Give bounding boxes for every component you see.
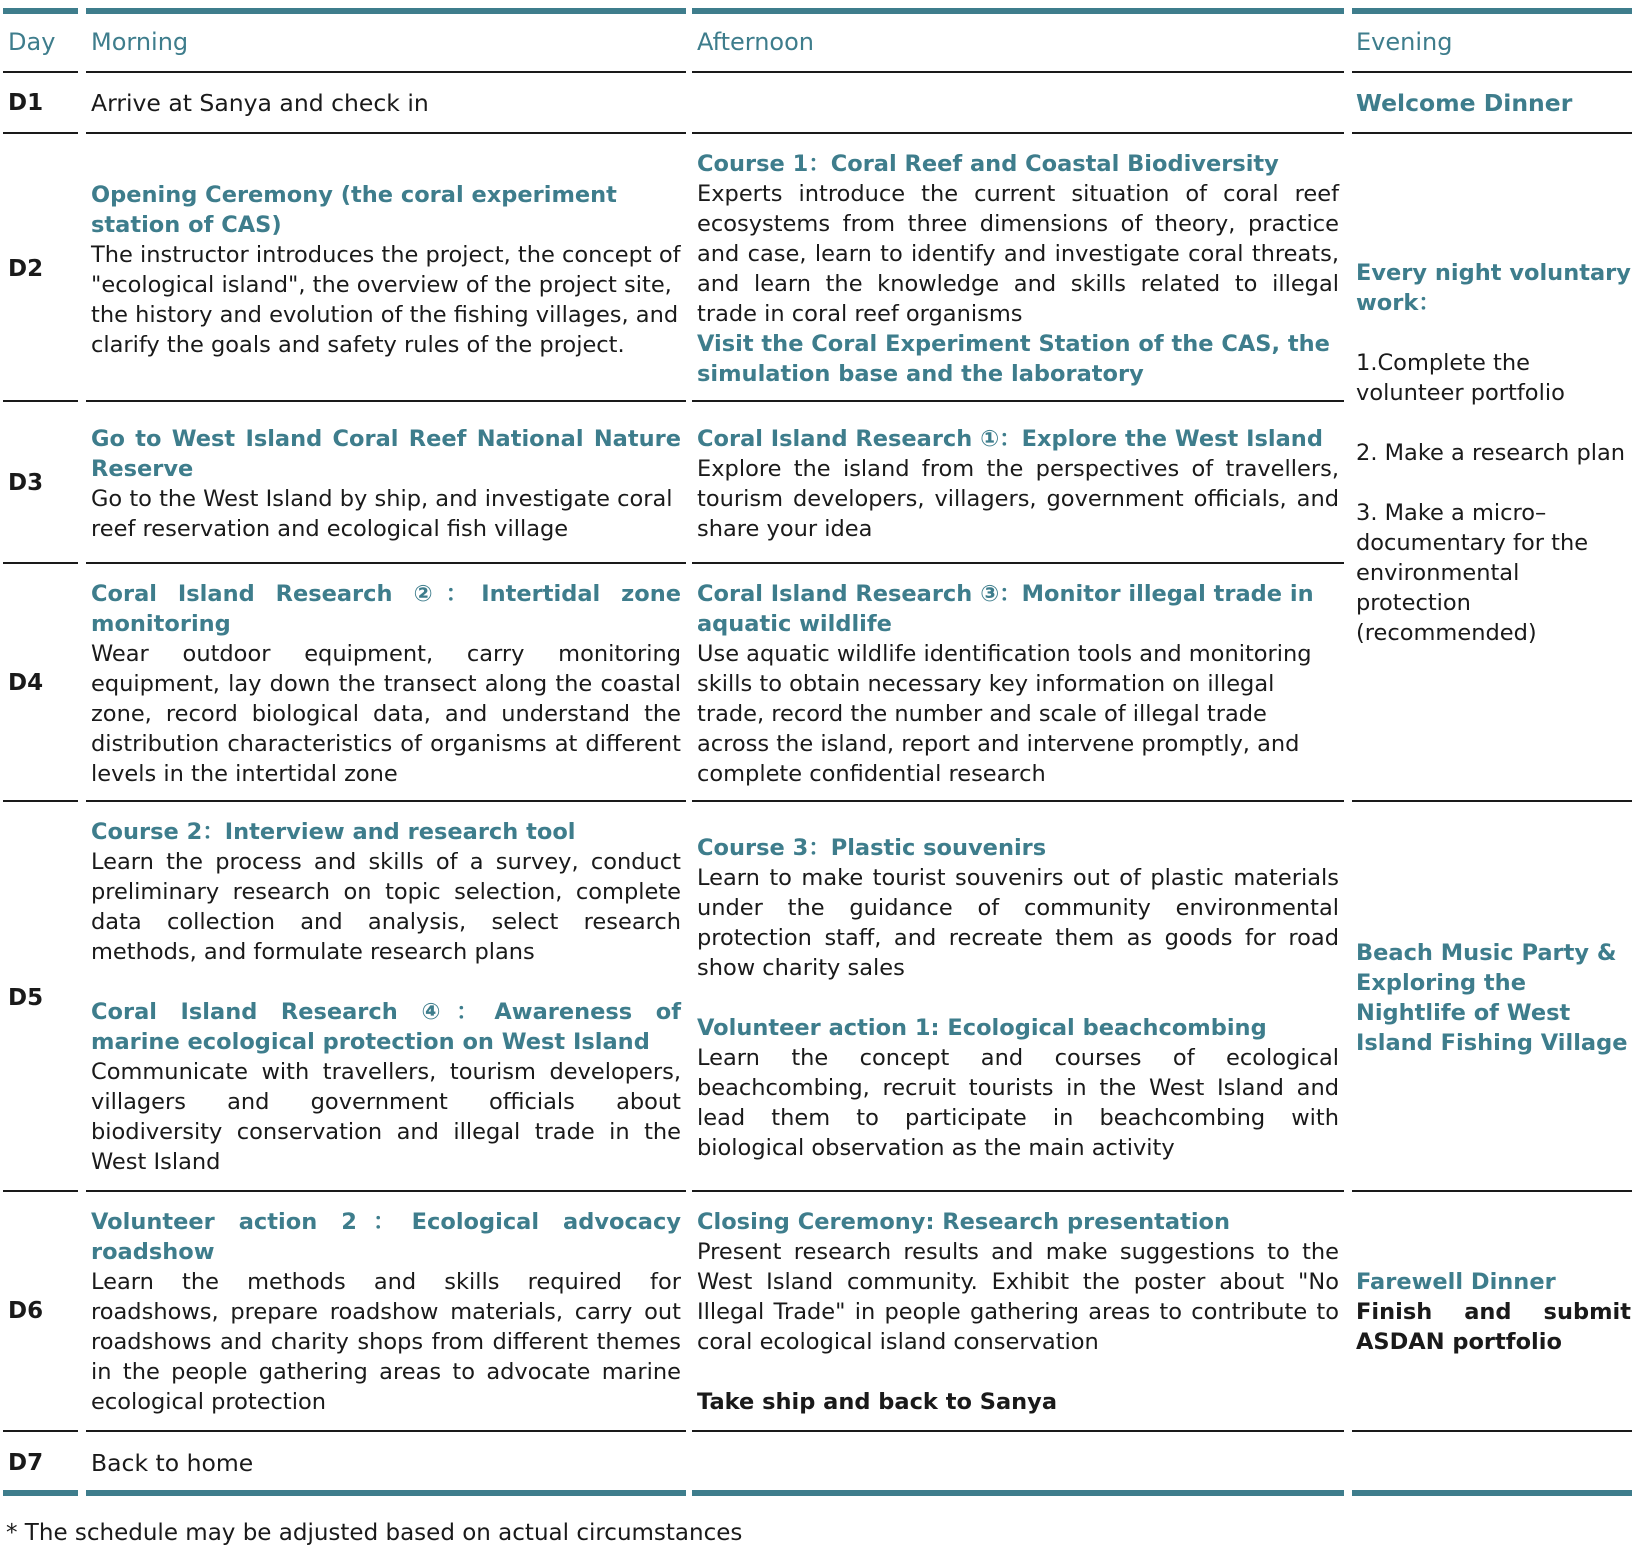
session-title: Volunteer action 2：Ecological advocacy roadshow	[91, 1209, 681, 1265]
d5-afternoon	[697, 833, 1339, 1163]
d6-afternoon	[697, 1207, 1339, 1417]
d2-morning	[91, 180, 681, 360]
row-divider	[692, 562, 1344, 564]
row-divider	[3, 132, 78, 134]
task-item: 2. Make a research plan	[1356, 440, 1626, 466]
row-divider	[692, 800, 1344, 802]
row-divider	[692, 1430, 1344, 1432]
d2-afternoon	[697, 149, 1339, 389]
row-divider	[692, 400, 1344, 402]
session-title: Visit the Coral Experiment Station of the CAS, the simulation base and the laboratory	[697, 331, 1330, 387]
header-morning: Morning	[91, 28, 189, 56]
session-title: Course 3：Plastic souvenirs	[697, 835, 1047, 861]
task-item: 3. Make a micro–documentary for the environmental protection (recommended)	[1356, 500, 1589, 646]
session-title: Coral Island Research ①：Explore the West Island	[697, 426, 1323, 452]
row-divider	[1352, 1430, 1632, 1432]
d4-afternoon	[697, 579, 1339, 789]
session-description: Explore the island from the perspectives of travellers, tourism developers, villagers, government officials, and share your idea	[697, 456, 1339, 542]
session-description: Learn the methods and skills required for roadshows, prepare roadshow materials, carry out roadshows and charity shops from different themes in the people gathering areas to advocate marine ecological protection	[91, 1269, 681, 1415]
bottom-rule	[3, 1490, 78, 1496]
session-title: Coral Island Research ②：Intertidal zone monitoring	[91, 581, 681, 637]
d4-morning	[91, 579, 681, 789]
day-label: D1	[8, 90, 44, 116]
row-divider	[3, 562, 78, 564]
bottom-rule	[692, 1490, 1344, 1496]
bottom-rule	[1352, 1490, 1632, 1496]
row-divider	[86, 71, 686, 73]
day-label: D6	[8, 1298, 44, 1324]
footnote: * The schedule may be adjusted based on actual circumstances	[6, 1520, 743, 1546]
session-title: Volunteer action 1: Ecological beachcombing	[697, 1015, 1267, 1041]
row-divider	[3, 71, 78, 73]
session-title: Opening Ceremony (the coral experiment station of CAS)	[91, 182, 617, 238]
day-label: D7	[8, 1450, 44, 1476]
row-divider	[692, 132, 1344, 134]
bottom-rule	[86, 1490, 686, 1496]
session-title: Take ship and back to Sanya	[697, 1389, 1058, 1415]
row-divider	[3, 1190, 78, 1192]
d5-morning	[91, 817, 681, 1177]
row-divider	[3, 800, 78, 802]
row-divider	[86, 400, 686, 402]
row-divider	[692, 1190, 1344, 1192]
header-day: Day	[8, 28, 56, 56]
d1-evening: Welcome Dinner	[1356, 89, 1573, 117]
row-divider	[86, 562, 686, 564]
d6-evening	[1356, 1267, 1631, 1357]
session-title: Go to West Island Coral Reef National Nature Reserve	[91, 426, 681, 482]
session-description: Experts introduce the current situation of coral reef ecosystems from three dimensions of theory, practice and case, learn to identify and investigate coral threats, and learn the knowledge and skills related to illegal trade in coral reef organisms	[697, 181, 1339, 327]
session-description: The instructor introduces the project, the concept of "ecological island", the overview of the project site, the history and evolution of the fishing villages, and clarify the goals and safety rules of the project.	[91, 242, 681, 358]
session-description: Finish and submit ASDAN portfolio	[1356, 1299, 1631, 1355]
row-divider	[3, 1430, 78, 1432]
session-title: Farewell Dinner	[1356, 1269, 1556, 1295]
row-divider	[1352, 800, 1632, 802]
session-description: Learn to make tourist souvenirs out of plastic materials under the guidance of community environmental protection staff, and recreate them as goods for road show charity sales	[697, 865, 1339, 981]
session-title: Coral Island Research ④：Awareness of marine ecological protection on West Island	[91, 999, 681, 1055]
session-description: Present research results and make suggestions to the West Island community. Exhibit the poster about "No Illegal Trade" in people gathering areas to contribute to coral ecological island conservation	[697, 1239, 1339, 1355]
session-description: Go to the West Island by ship, and investigate coral reef reservation and ecological fish village	[91, 486, 673, 542]
top-rule	[86, 8, 686, 14]
task-item: 1.Complete the volunteer portfolio	[1356, 350, 1565, 406]
session-title: Course 1：Coral Reef and Coastal Biodiversity	[697, 151, 1279, 177]
session-description: Communicate with travellers, tourism developers, villagers and government officials about biodiversity conservation and illegal trade in the West Island	[91, 1059, 681, 1175]
day-label: D5	[8, 985, 44, 1011]
row-divider	[692, 71, 1344, 73]
session-title: Course 2：Interview and research tool	[91, 819, 576, 845]
d3-morning	[91, 424, 681, 544]
d7-morning: Back to home	[91, 1449, 254, 1477]
row-divider	[1352, 71, 1632, 73]
evening-voluntary-work	[1356, 258, 1631, 648]
session-title: Every night voluntary work：	[1356, 260, 1631, 316]
d3-afternoon	[697, 424, 1339, 544]
d6-morning	[91, 1207, 681, 1417]
session-description: Use aquatic wildlife identification tools and monitoring skills to obtain necessary key information on illegal trade, record the number and scale of illegal trade across the island, report and intervene promptly, and complete confidential research	[697, 641, 1312, 787]
d5-evening: Beach Music Party & Exploring the Nightlife of West Island Fishing Village	[1356, 940, 1628, 1056]
row-divider	[1352, 132, 1632, 134]
top-rule	[1352, 8, 1632, 14]
top-rule	[3, 8, 78, 14]
row-divider	[86, 1430, 686, 1432]
day-label: D2	[8, 256, 44, 282]
session-title: Coral Island Research ③：Monitor illegal trade in aquatic wildlife	[697, 581, 1314, 637]
day-label: D3	[8, 470, 44, 496]
header-afternoon: Afternoon	[697, 28, 814, 56]
d1-morning: Arrive at Sanya and check in	[91, 89, 429, 117]
top-rule	[692, 8, 1344, 14]
row-divider	[86, 800, 686, 802]
row-divider	[86, 1190, 686, 1192]
session-title: Closing Ceremony: Research presentation	[697, 1209, 1231, 1235]
session-description: Learn the process and skills of a survey, conduct preliminary research on topic selection, complete data collection and analysis, select research methods, and formulate research plans	[91, 849, 681, 965]
row-divider	[86, 132, 686, 134]
session-description: Wear outdoor equipment, carry monitoring equipment, lay down the transect along the coastal zone, record biological data, and understand the distribution characteristics of organisms at different levels in the intertidal zone	[91, 641, 681, 787]
row-divider	[1352, 1190, 1632, 1192]
day-label: D4	[8, 670, 44, 696]
row-divider	[3, 400, 78, 402]
header-evening: Evening	[1356, 28, 1453, 56]
session-description: Learn the concept and courses of ecological beachcombing, recruit tourists in the West Island and lead them to participate in beachcombing with biological observation as the main activity	[697, 1045, 1339, 1161]
